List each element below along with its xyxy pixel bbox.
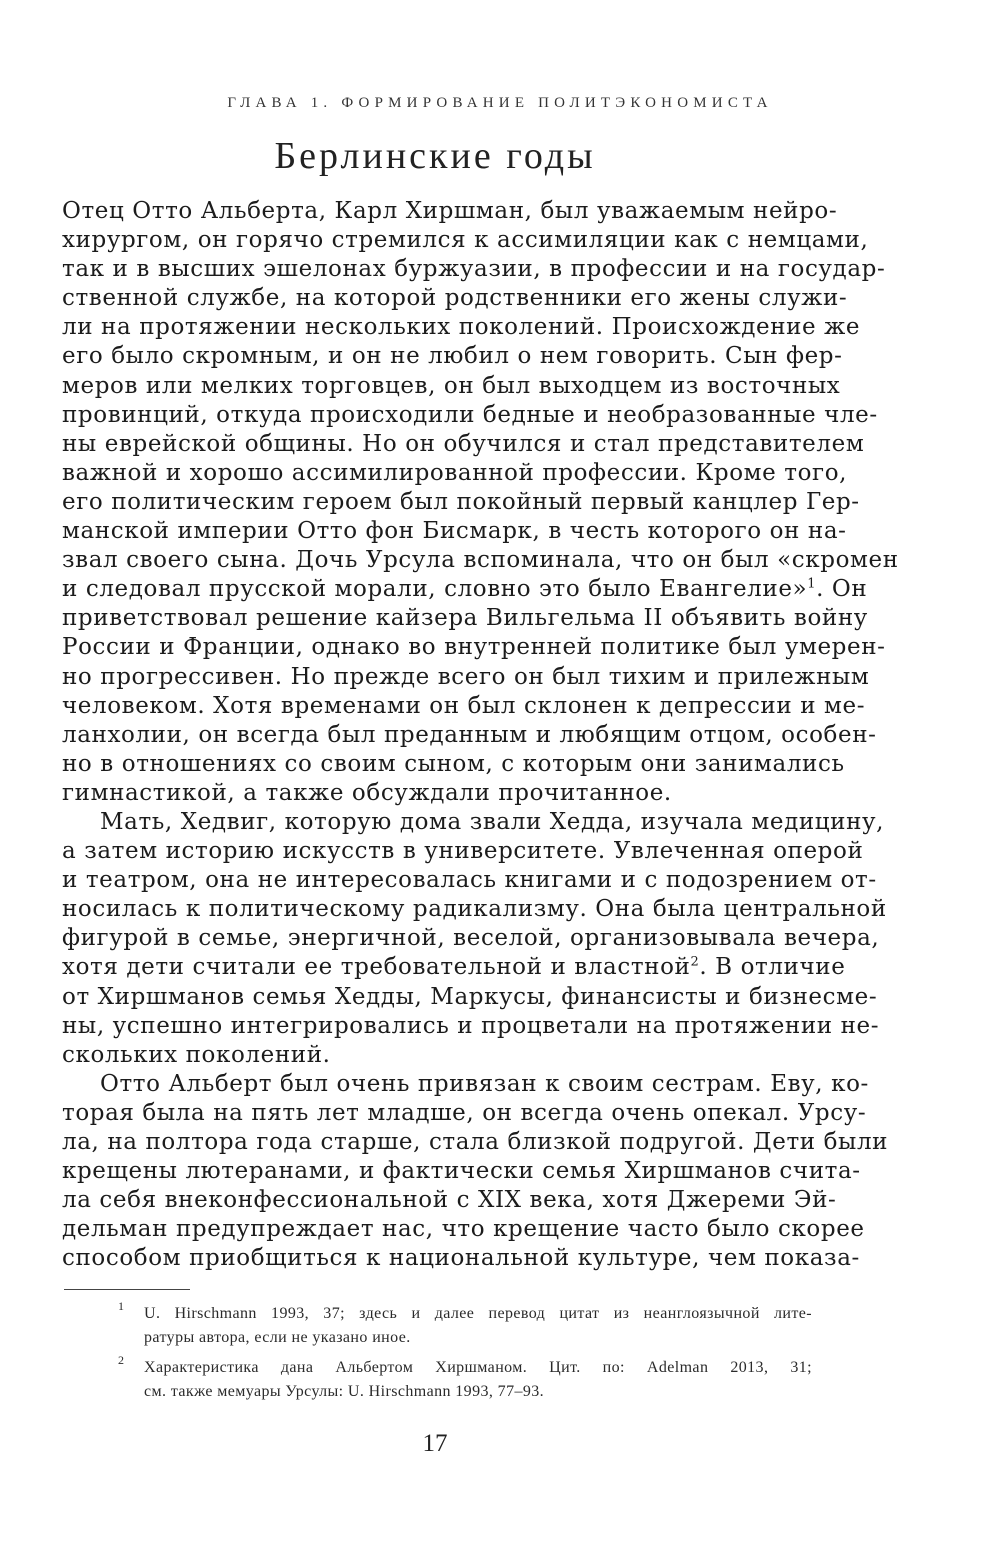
text-line: важной и хорошо ассимилированной профессии. Кроме того, bbox=[62, 459, 848, 486]
text-line: звал своего сына. Дочь Урсула вспоминала, что он был «скромен bbox=[62, 547, 899, 574]
body-text bbox=[62, 197, 899, 1273]
text-line: так и в высших эшелонах буржуазии, в профессии и на государ- bbox=[62, 256, 886, 283]
text-segment: . Он bbox=[816, 576, 868, 603]
text-line: ны, успешно интегрировались и процветали на протяжении не- bbox=[62, 1012, 880, 1039]
text-line-with-footnote bbox=[62, 575, 868, 604]
footnote-2 bbox=[62, 1353, 812, 1404]
text-line: Мать, Хедвиг, которую дома звали Хедда, изучала медицину, bbox=[100, 808, 885, 835]
text-line: человеком. Хотя временами он был склонен к депрессии и ме- bbox=[62, 692, 866, 719]
footnote-line: U. Hirschmann 1993, 37; здесь и далее перевод цитат из неанглоязычной лите- bbox=[144, 1305, 812, 1322]
page-number: 17 bbox=[422, 1430, 448, 1457]
text-line: от Хиршманов семья Хедды, Маркусы, финансисты и бизнесме- bbox=[62, 983, 878, 1010]
footnote-1 bbox=[62, 1299, 812, 1350]
paragraph-2 bbox=[62, 808, 887, 1070]
text-line: крещены лютеранами, и фактически семья Хиршманов счита- bbox=[62, 1158, 861, 1185]
text-line: провинций, откуда происходили бедные и необразованные чле- bbox=[62, 401, 878, 428]
text-line: ла себя внеконфессиональной с XIX века, хотя Джереми Эй- bbox=[62, 1187, 837, 1214]
text-line: скольких поколений. bbox=[62, 1041, 331, 1068]
text-line: гимнастикой, а также обсуждали прочитанное. bbox=[62, 779, 672, 806]
text-line: и театром, она не интересовалась книгами и с подозрением от- bbox=[62, 867, 877, 894]
text-line: носилась к политическому радикализму. Она была центральной bbox=[62, 896, 887, 923]
text-line: ны еврейской общины. Но он обучился и стал представителем bbox=[62, 430, 865, 457]
paragraph-1 bbox=[62, 197, 899, 808]
text-line-with-footnote bbox=[62, 953, 846, 982]
footnotes bbox=[62, 1299, 812, 1410]
text-segment: и следовал прусской морали, словно это было Евангелие» bbox=[62, 576, 808, 603]
footnote-ref-2[interactable]: 2 bbox=[690, 954, 700, 970]
text-line: Отто Альберт был очень привязан к своим сестрам. Еву, ко- bbox=[100, 1070, 869, 1097]
text-line: ланхолии, он всегда был преданным и любящим отцом, особен- bbox=[62, 721, 877, 748]
text-line: ли на протяжении нескольких поколений. Происхождение же bbox=[62, 314, 861, 341]
text-line: но в отношениях со своим сыном, с которым они занимались bbox=[62, 750, 845, 777]
footnote-line: см. также мемуары Урсулы: U. Hirschmann 1993, 77–93. bbox=[144, 1383, 545, 1400]
text-line: дельман предупреждает нас, что крещение часто было скорее bbox=[62, 1216, 865, 1243]
text-line: способом приобщиться к национальной культуре, чем показа- bbox=[62, 1245, 860, 1272]
section-title: Берлинские годы bbox=[274, 135, 596, 177]
text-line: но прогрессивен. Но прежде всего он был тихим и прилежным bbox=[62, 663, 870, 690]
text-line: Отец Отто Альберта, Карл Хиршман, был уважаемым нейро- bbox=[62, 198, 838, 224]
footnote-separator bbox=[64, 1289, 190, 1290]
text-line: приветствовал решение кайзера Вильгельма II объявить войну bbox=[62, 605, 868, 632]
text-line: фигурой в семье, энергичной, веселой, организовывала вечера, bbox=[62, 925, 880, 952]
text-line: манской империи Отто фон Бисмарк, в честь которого он на- bbox=[62, 518, 847, 545]
text-segment: хотя дети считали ее требовательной и властной bbox=[62, 954, 691, 981]
text-line: его политическим героем был покойный первый канцлер Гер- bbox=[62, 488, 860, 515]
text-line: ственной службе, на которой родственники его жены служи- bbox=[62, 285, 848, 312]
footnote-line: Характеристика дана Альбертом Хиршманом. Цит. по: Adelman 2013, 31; bbox=[144, 1359, 812, 1376]
text-line: его было скромным, и он не любил о нем говорить. Сын фер- bbox=[62, 343, 843, 370]
footnote-number: 2 bbox=[118, 1353, 124, 1367]
text-line: торая была на пять лет младше, он всегда очень опекал. Урсу- bbox=[62, 1099, 867, 1126]
text-segment: . В отличие bbox=[699, 954, 846, 981]
text-line: а затем историю искусств в университете. Увлеченная оперой bbox=[62, 838, 864, 865]
footnote-number: 1 bbox=[118, 1299, 124, 1313]
running-head: ГЛАВА 1. ФОРМИРОВАНИЕ ПОЛИТЭКОНОМИСТА bbox=[227, 95, 773, 111]
footnote-line: ратуры автора, если не указано иное. bbox=[144, 1329, 411, 1346]
text-line: хирургом, он горячо стремился к ассимиляции как с немцами, bbox=[62, 227, 869, 254]
text-line: меров или мелких торговцев, он был выходцем из восточных bbox=[62, 372, 841, 399]
footnote-ref-1[interactable]: 1 bbox=[807, 576, 817, 592]
text-line: России и Франции, однако во внутренней политике был умерен- bbox=[62, 634, 886, 661]
paragraph-3 bbox=[62, 1070, 889, 1274]
text-line: ла, на полтора года старше, стала близкой подругой. Дети были bbox=[62, 1129, 889, 1155]
